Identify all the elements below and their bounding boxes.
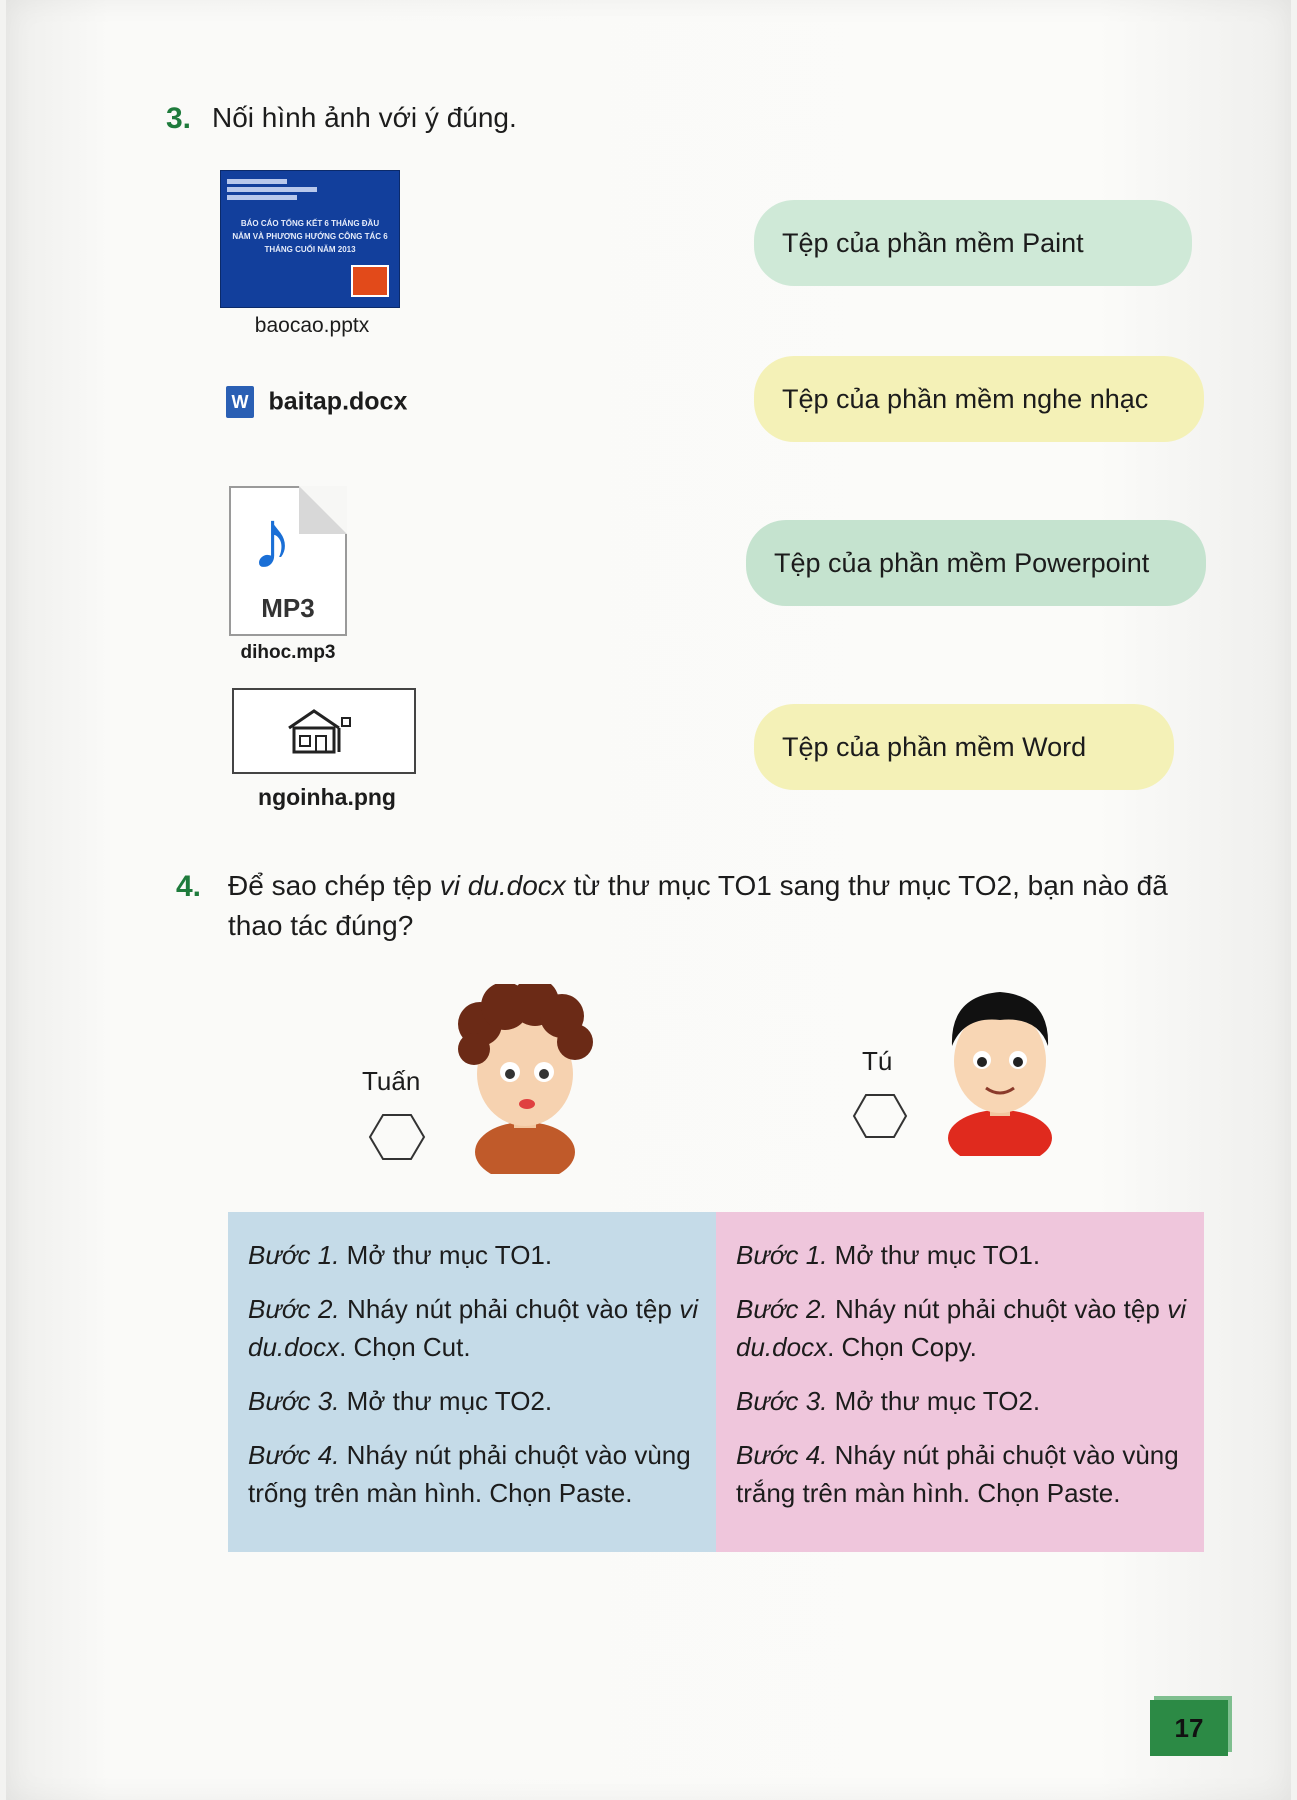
textbook-page: [6, 0, 1291, 1800]
option-powerpoint-label: Tệp của phần mềm Powerpoint: [774, 547, 1150, 578]
word-icon: W: [226, 386, 254, 418]
step-text: Nháy nút phải chuột vào tệp: [339, 1294, 680, 1324]
option-paint-label: Tệp của phần mềm Paint: [782, 227, 1084, 258]
option-word[interactable]: [754, 704, 1174, 790]
question-3-number: 3.: [166, 102, 192, 135]
tuan-step-2: [248, 1290, 698, 1366]
boy-tuan-avatar: [450, 984, 600, 1174]
question-4-prompt: [228, 866, 1208, 946]
mp3-badge: MP3: [261, 593, 315, 623]
step-filename: vi du.docx: [736, 1294, 1186, 1362]
step-text: Nháy nút phải chuột vào vùng trống trên màn hình. Chọn Paste.: [248, 1440, 691, 1508]
tu-step-1: [736, 1236, 1186, 1274]
step-label: Bước 4.: [736, 1440, 828, 1470]
student-name-tuan: Tuấn: [362, 1066, 421, 1096]
mp3-music-icon: ♪ MP3: [229, 486, 347, 636]
step-text: Mở thư mục TO2.: [827, 1386, 1041, 1416]
file-ngoinha: [232, 688, 422, 811]
step-text: Mở thư mục TO2.: [339, 1386, 553, 1416]
step-label: Bước 2.: [248, 1294, 340, 1324]
step-text: Nháy nút phải chuột vào tệp: [827, 1294, 1168, 1324]
page-number: 17: [1150, 1700, 1228, 1756]
powerpoint-thumbnail-icon: [220, 170, 400, 308]
thumbnail-title: BÁO CÁO TỔNG KẾT 6 THÁNG ĐẦU NĂM VÀ PHƯƠNG HƯỚNG CÔNG TÁC 6 THÁNG CUỐI NĂM 2013: [232, 219, 388, 254]
boy-tu-avatar: [930, 976, 1070, 1156]
step-text-after: . Chọn Copy.: [827, 1332, 977, 1362]
prompt-part-2: từ thư mục TO1 sang thư mục TO2, bạn nào đã thao tác đúng?: [228, 870, 1168, 941]
step-text: Mở thư mục TO1.: [339, 1240, 553, 1270]
tuan-step-4: [248, 1436, 698, 1512]
step-label: Bước 3.: [736, 1386, 828, 1416]
step-label: Bước 4.: [248, 1440, 340, 1470]
student-name-tu: Tú: [862, 1046, 893, 1076]
tu-step-4: [736, 1436, 1186, 1512]
question-3-prompt: Nối hình ảnh với ý đúng.: [212, 102, 517, 133]
step-label: Bước 3.: [248, 1386, 340, 1416]
step-label: Bước 2.: [736, 1294, 828, 1324]
step-label: Bước 1.: [736, 1240, 828, 1270]
tuan-step-3: [248, 1382, 698, 1420]
answer-hexagon-tu[interactable]: [852, 1092, 908, 1140]
option-paint[interactable]: [754, 200, 1192, 286]
tuan-steps-panel: [228, 1212, 716, 1552]
tu-steps-panel: [716, 1212, 1204, 1552]
option-powerpoint[interactable]: [746, 520, 1206, 606]
house-drawing-icon: [232, 688, 416, 774]
file-label-ngoinha: ngoinha.png: [258, 784, 396, 810]
step-filename: vi du.docx: [248, 1294, 698, 1362]
prompt-filename: vi du.docx: [439, 870, 566, 901]
step-label: Bước 1.: [248, 1240, 340, 1270]
prompt-part-1: Để sao chép tệp: [228, 870, 440, 901]
file-label-dihoc: dihoc.mp3: [240, 642, 336, 663]
option-music-label: Tệp của phần mềm nghe nhạc: [782, 383, 1149, 414]
question-4-number: 4.: [176, 870, 202, 903]
tu-step-3: [736, 1382, 1186, 1420]
option-word-label: Tệp của phần mềm Word: [782, 731, 1087, 762]
file-dihoc: [218, 486, 358, 664]
file-baitap: [226, 386, 466, 418]
answer-hexagon-tuan[interactable]: [368, 1112, 426, 1162]
file-label-baitap: baitap.docx: [268, 387, 408, 416]
step-text-after: . Chọn Cut.: [339, 1332, 471, 1362]
tu-step-2: [736, 1290, 1186, 1366]
step-text: Mở thư mục TO1.: [827, 1240, 1041, 1270]
option-music[interactable]: [754, 356, 1204, 442]
tuan-step-1: [248, 1236, 698, 1274]
file-baocao: [220, 170, 404, 338]
step-text: Nháy nút phải chuột vào vùng trắng trên màn hình. Chọn Paste.: [736, 1440, 1179, 1508]
file-label-baocao: baocao.pptx: [254, 314, 370, 337]
